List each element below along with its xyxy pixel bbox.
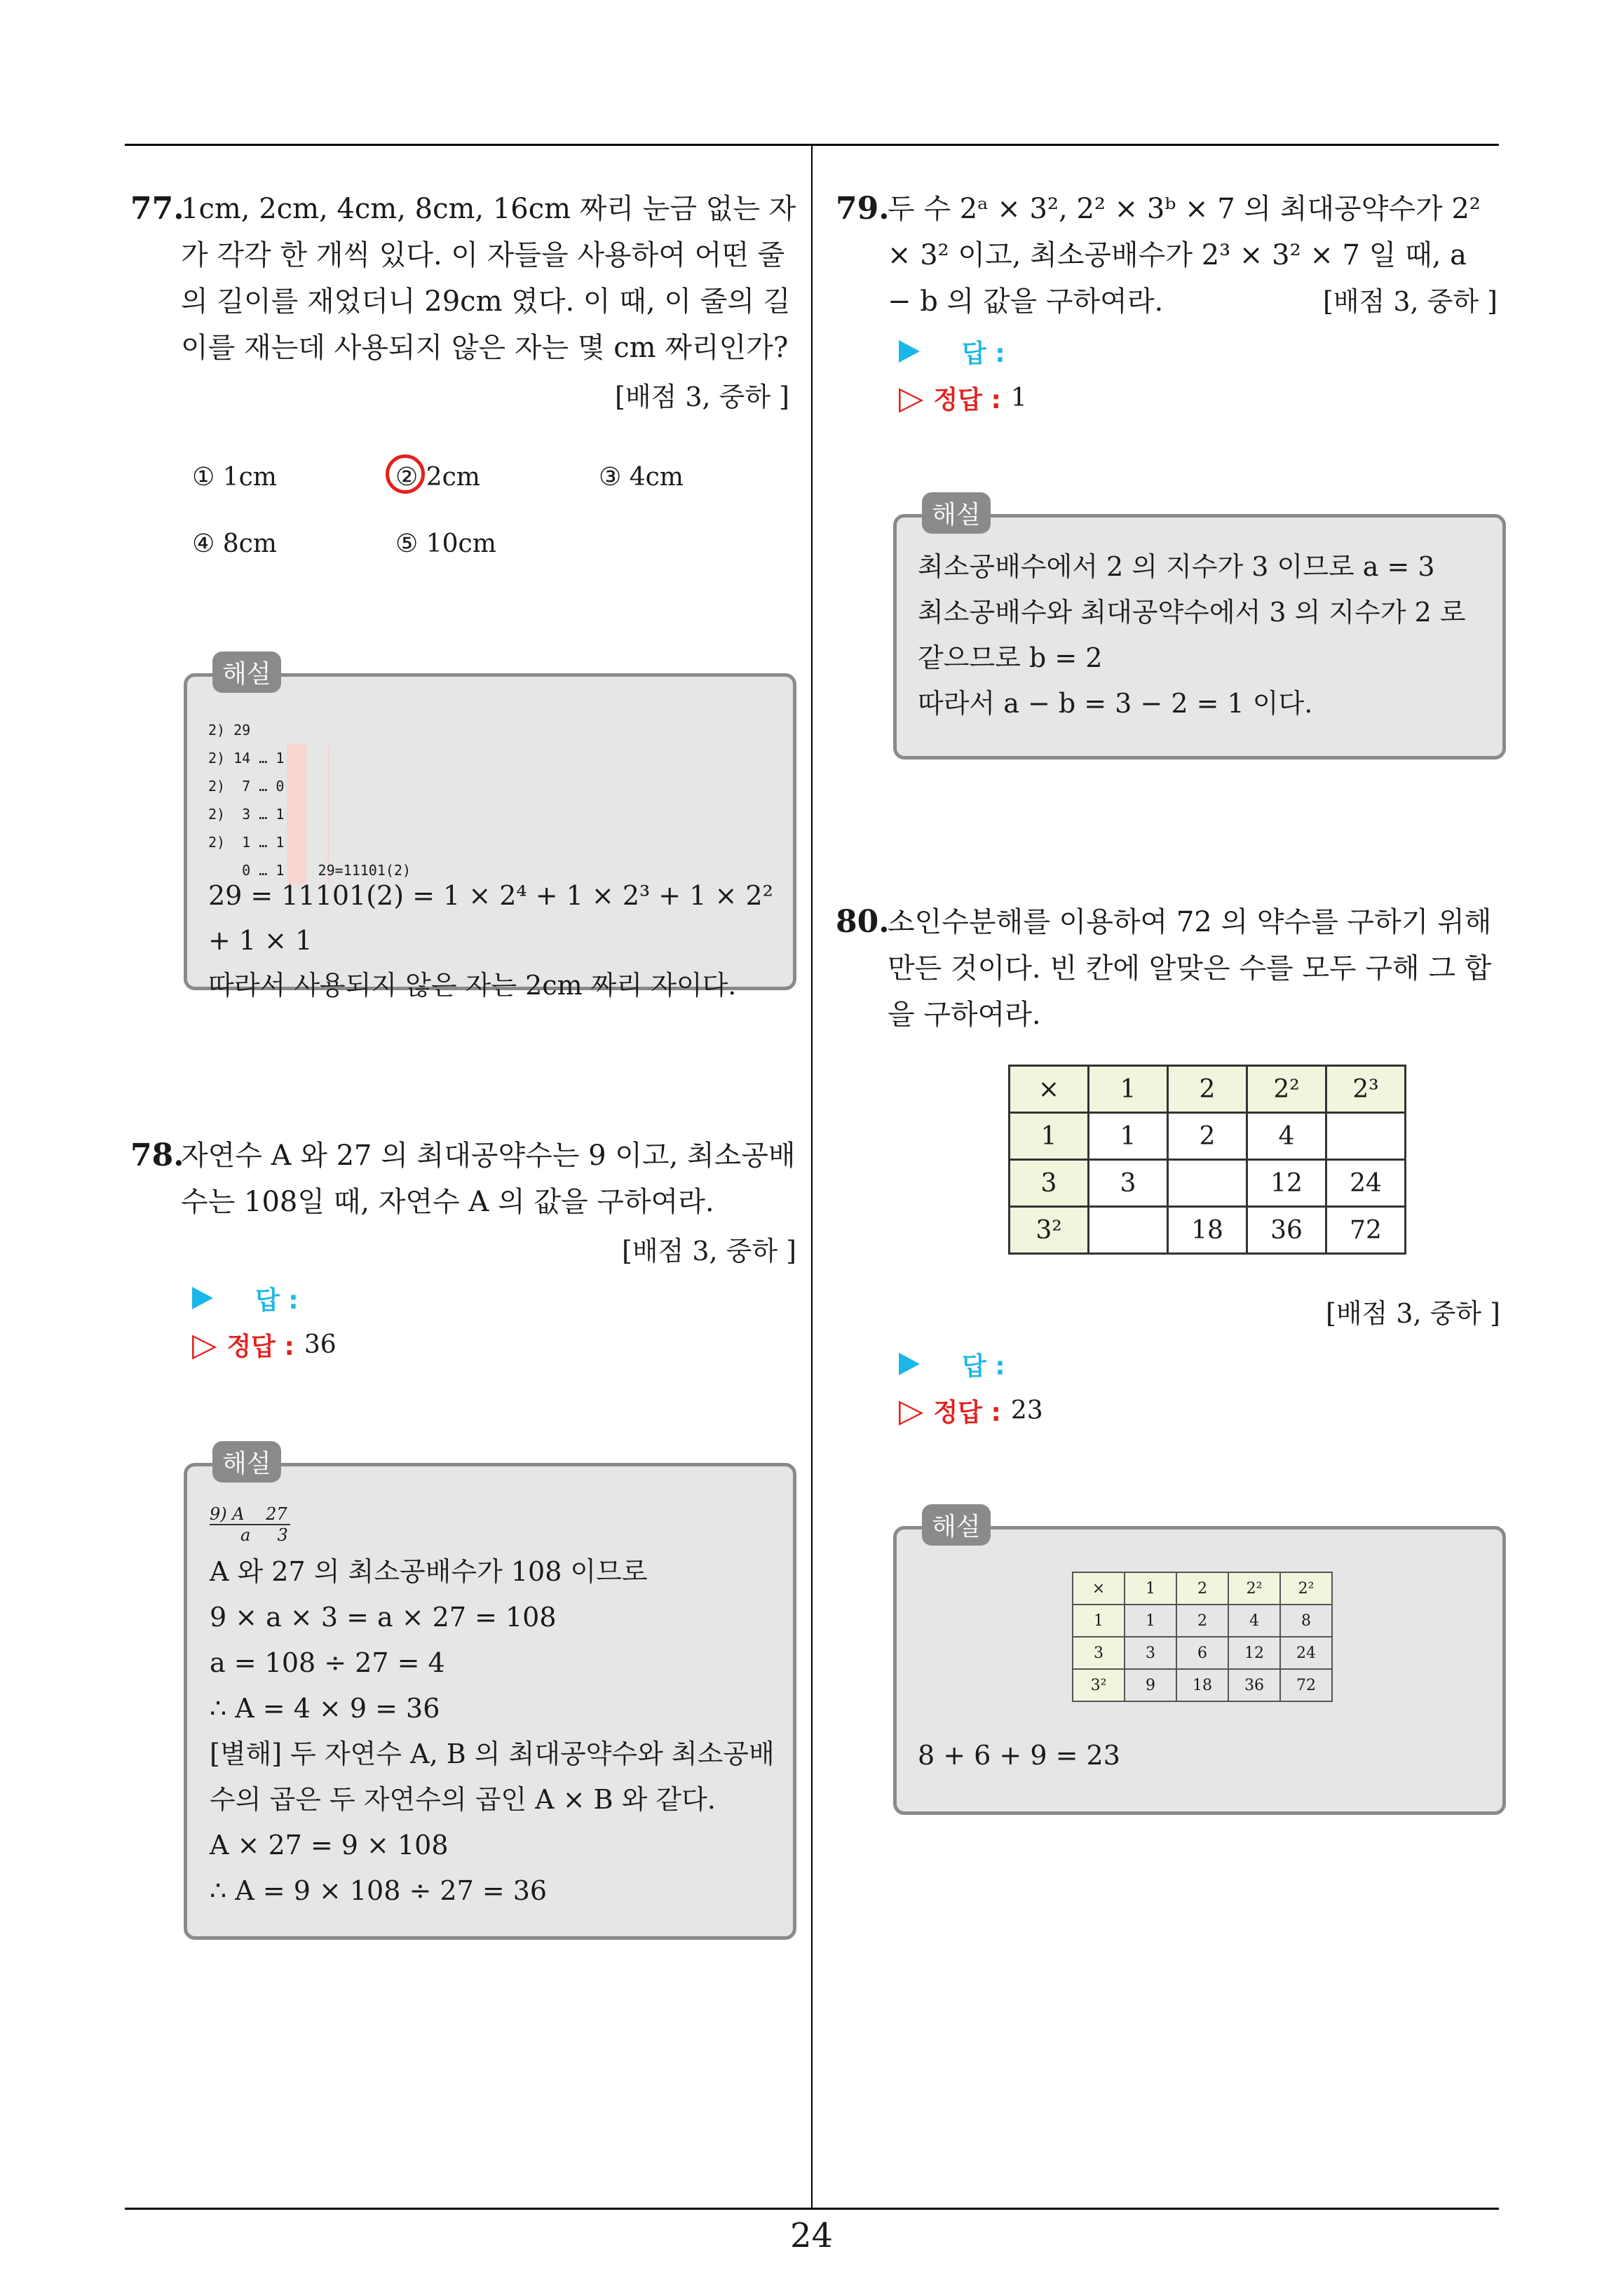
selected-answer-circle-icon (386, 454, 425, 494)
score-meta: [배점 3, 중하 ] (1323, 286, 1498, 317)
correct-label: 정답 : (933, 1398, 1001, 1427)
table-cell: 1 (1089, 1066, 1168, 1113)
explanation-line: 따라서 사용되지 않은 자는 2cm 짜리 자이다. (208, 970, 737, 1001)
table-cell: 4 (1228, 1605, 1280, 1637)
table-cell: 18 (1168, 1207, 1247, 1254)
question-78 (130, 1133, 796, 1268)
division-top: 9) A 27 (210, 1504, 290, 1525)
column-divider (811, 144, 813, 2209)
question-text: 자연수 A 와 27 의 최대공약수는 9 이고, 최소공배수는 108일 때, 자연수 A 의 값을 구하여라. (181, 1140, 796, 1218)
table-row (1073, 1637, 1332, 1669)
question-number: 77. (130, 191, 184, 227)
question-number: 78. (130, 1137, 184, 1173)
question-number: 79. (836, 191, 890, 227)
division-bottom: a 3 (240, 1525, 288, 1545)
answer-triangle-icon (899, 1353, 920, 1375)
correct-value: 23 (1010, 1396, 1043, 1425)
explanation-tab: 해설 (212, 1441, 281, 1483)
table-cell: 1 (1010, 1113, 1089, 1160)
table-cell: 2² (1280, 1572, 1332, 1605)
table-cell: 3 (1010, 1160, 1089, 1207)
correct-triangle-icon: ▷ (192, 1325, 217, 1363)
explanation-line: 같으므로 b = 2 (918, 642, 1103, 673)
correct-value: 1 (1010, 383, 1027, 412)
table-cell: 36 (1228, 1669, 1280, 1701)
table-cell: × (1073, 1572, 1125, 1605)
table-cell: 6 (1176, 1637, 1228, 1669)
explanation-line: ∴ A = 9 × 108 ÷ 27 = 36 (210, 1875, 548, 1906)
table-cell: 2² (1228, 1572, 1280, 1605)
score-meta: [배점 3, 중하 ] (622, 1236, 796, 1267)
explanation-line: 29 = 11101(2) = 1 × 2⁴ + 1 × 2³ + 1 × 2² + 1 × 1 (208, 880, 773, 956)
choice-2-label: ② 2cm (395, 463, 480, 492)
table-cell: 2³ (1326, 1066, 1406, 1113)
correct-triangle-icon: ▷ (899, 1391, 924, 1429)
q79-answers (899, 328, 1027, 421)
table-row (1010, 1113, 1406, 1160)
table-cell: 72 (1280, 1669, 1332, 1701)
answer-label: 답 : (255, 1285, 299, 1315)
table-cell: 2 (1168, 1066, 1247, 1113)
q77-explanation-box (184, 660, 796, 1001)
choice-3[interactable]: ③ 4cm (599, 463, 684, 492)
table-cell: 12 (1228, 1637, 1280, 1669)
explanation-line: A × 27 = 9 × 108 (210, 1830, 449, 1861)
table-cell: 1 (1089, 1113, 1168, 1160)
explanation-line: A 와 27 의 최소공배수가 108 이므로 (210, 1556, 648, 1587)
answer-triangle-icon (899, 340, 920, 363)
explanation-line: ∴ A = 4 × 9 = 36 (210, 1693, 440, 1724)
table-cell: 2 (1168, 1113, 1247, 1160)
explanation-line: 따라서 a − b = 3 − 2 = 1 이다. (918, 688, 1313, 719)
q80-explanation-box (893, 1513, 1506, 1815)
table-cell: 3 (1125, 1637, 1176, 1669)
explanation-line: 최소공배수와 최대공약수에서 3 의 지수가 2 로 (918, 597, 1466, 628)
table-cell: 8 (1280, 1605, 1332, 1637)
table-cell: 1 (1073, 1605, 1125, 1637)
correct-label: 정답 : (226, 1332, 294, 1361)
table-row (1073, 1669, 1332, 1701)
explanation-tab: 해설 (212, 651, 281, 693)
explanation-line: 최소공배수에서 2 의 지수가 3 이므로 a = 3 (918, 551, 1435, 582)
answer-label: 답 : (962, 339, 1005, 368)
q80-answers (899, 1341, 1043, 1433)
division-line: 2) 3 … 1 (208, 806, 285, 823)
table-cell: 9 (1125, 1669, 1176, 1701)
bottom-rule (125, 2208, 1499, 2210)
explanation-line: 수의 곱은 두 자연수의 곱인 A × B 와 같다. (210, 1784, 716, 1815)
choice-4[interactable]: ④ 8cm (192, 529, 277, 558)
table-cell: 24 (1326, 1160, 1406, 1207)
table-cell: 1 (1125, 1605, 1176, 1637)
table-cell: 3 (1073, 1637, 1125, 1669)
table-cell: 24 (1280, 1637, 1332, 1669)
table-row (1010, 1207, 1406, 1254)
table-cell: 2 (1176, 1572, 1228, 1605)
q78-answers (192, 1275, 337, 1368)
question-text: 소인수분해를 이용하여 72 의 약수를 구하기 위해 만든 것이다. 빈 칸에 알맞은 수를 모두 구해 그 합을 구하여라. (888, 906, 1492, 1031)
question-text: 1cm, 2cm, 4cm, 8cm, 16cm 짜리 눈금 없는 자가 각각 한 개씩 있다. 이 자들을 사용하여 어떤 줄의 길이를 재었더니 29cm 였다. 이 때, 이 줄의 길이를 재는데 사용되지 않은 자는 몇 cm 짜리인가? (181, 193, 796, 364)
table-cell: 12 (1247, 1160, 1326, 1207)
table-row (1073, 1605, 1332, 1637)
table-cell: 2² (1247, 1066, 1326, 1113)
table-cell: 36 (1247, 1207, 1326, 1254)
division-line: 0 … 1 29=11101(2) (208, 862, 411, 879)
correct-label: 정답 : (933, 385, 1001, 414)
explanation-line: 9 × a × 3 = a × 27 = 108 (210, 1602, 557, 1633)
table-cell: 1 (1125, 1572, 1176, 1605)
question-77 (130, 186, 796, 414)
table-cell: 72 (1326, 1207, 1406, 1254)
table-cell-blank (1326, 1113, 1406, 1160)
question-80 (836, 899, 1509, 1038)
table-cell: 3² (1073, 1669, 1125, 1701)
table-cell-blank (1168, 1160, 1247, 1207)
division-line: 2) 29 (208, 722, 251, 738)
choice-1[interactable]: ① 1cm (192, 463, 277, 492)
question-number: 80. (836, 904, 890, 940)
question-79 (836, 186, 1509, 318)
choice-2[interactable] (395, 463, 599, 492)
explanation-tab: 해설 (922, 1504, 991, 1546)
q78-explanation-box (184, 1450, 796, 1940)
table-row (1010, 1066, 1406, 1113)
division-line: 2) 1 … 1 (208, 834, 285, 851)
q80-score-meta: [배점 3, 중하 ] (1326, 1298, 1500, 1329)
correct-triangle-icon: ▷ (899, 379, 924, 417)
table-cell: 4 (1247, 1113, 1326, 1160)
explanation-line: [별해] 두 자연수 A, B 의 최대공약수와 최소공배 (210, 1738, 775, 1769)
correct-value: 36 (304, 1330, 337, 1359)
division-line: 2) 14 … 1 (208, 750, 285, 767)
explanation-tab: 해설 (922, 492, 991, 534)
q77-choices (192, 463, 802, 558)
q80-divisor-table (1008, 1065, 1406, 1255)
question-text: 두 수 2ᵃ × 3², 2² × 3ᵇ × 7 의 최대공약수가 2² × 3² 이고, 최소공배수가 2³ × 3² × 7 일 때, a − b 의 값을 구하여라. (888, 193, 1481, 318)
explanation-line: 8 + 6 + 9 = 23 (918, 1740, 1120, 1771)
table-row (1010, 1160, 1406, 1207)
table-cell: 3² (1010, 1207, 1089, 1254)
table-cell: 2 (1176, 1605, 1228, 1637)
table-cell-blank (1089, 1207, 1168, 1254)
division-line: 2) 7 … 0 (208, 778, 285, 795)
answer-label: 답 : (962, 1351, 1005, 1381)
table-row (1073, 1572, 1332, 1605)
page-number: 24 (789, 2216, 834, 2255)
q80-solution-table (1072, 1572, 1333, 1702)
score-meta: [배점 3, 중하 ] (615, 381, 789, 412)
table-cell: 3 (1089, 1160, 1168, 1207)
table-cell: × (1010, 1066, 1089, 1113)
explanation-line: a = 108 ÷ 27 = 4 (210, 1647, 445, 1678)
binary-division (208, 716, 447, 884)
q79-explanation-box (893, 501, 1506, 759)
table-cell: 18 (1176, 1669, 1228, 1701)
answer-triangle-icon (192, 1287, 213, 1309)
choice-5[interactable]: ⑤ 10cm (395, 529, 496, 558)
